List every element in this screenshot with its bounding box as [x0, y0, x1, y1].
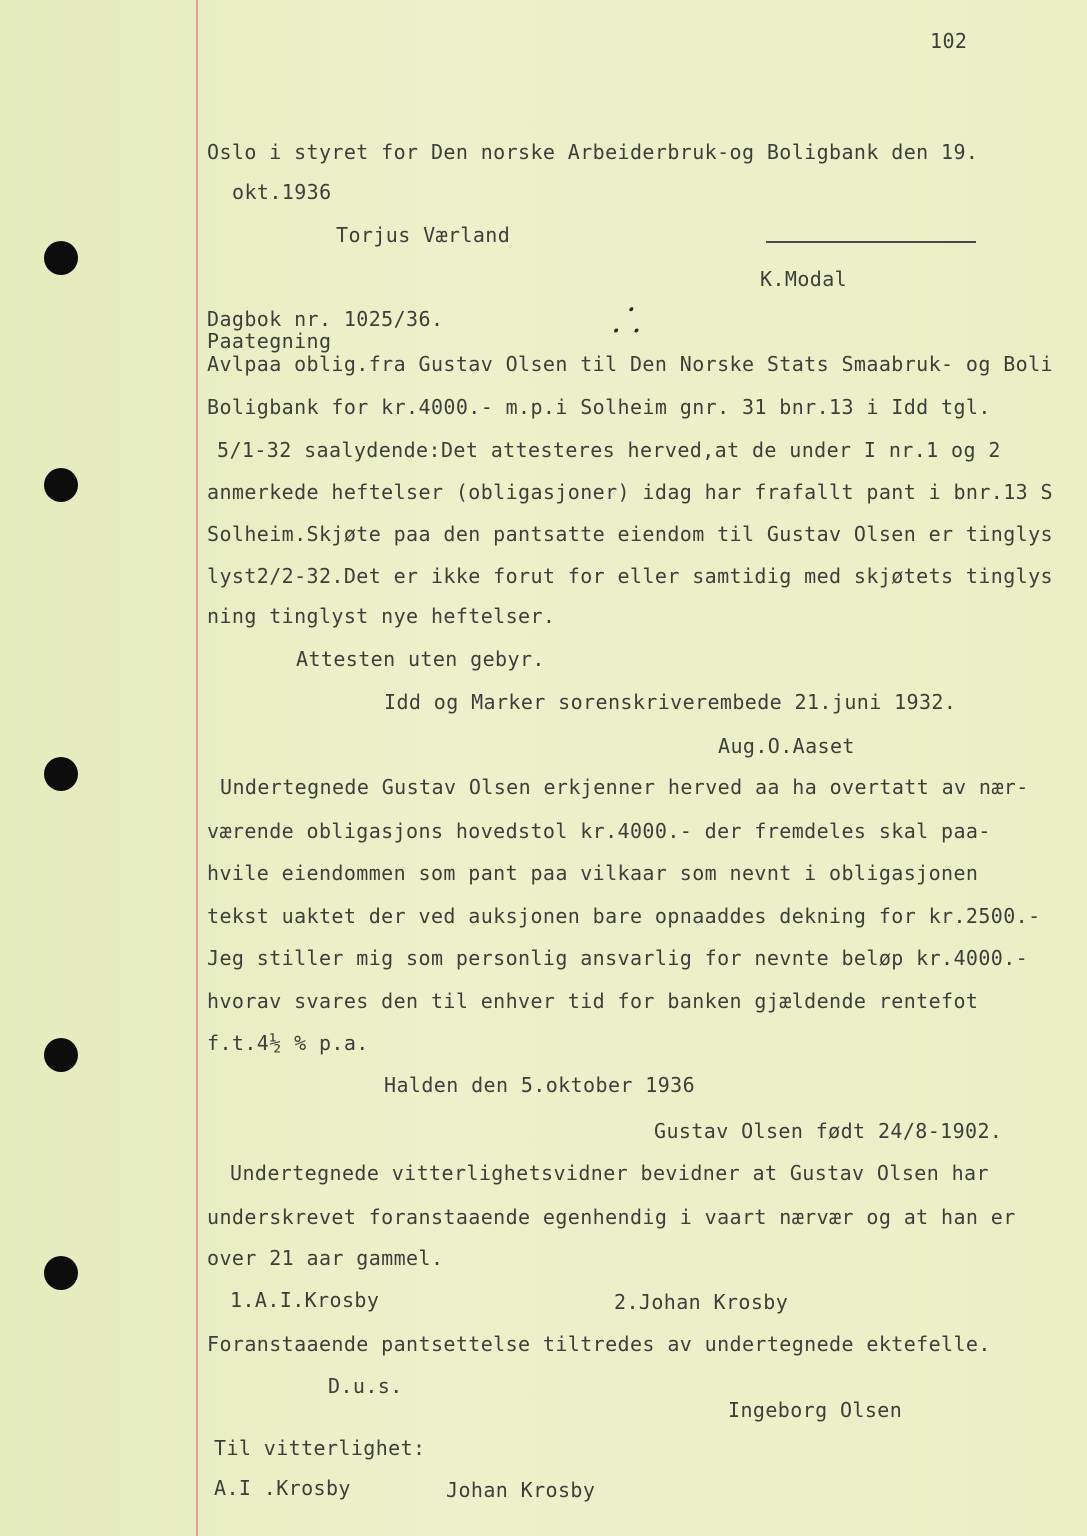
signature-line: Gustav Olsen født 24/8-1902. [654, 1119, 1003, 1143]
signature-line: A.I .Krosby [214, 1476, 351, 1500]
text-line: over 21 aar gammel. [207, 1246, 444, 1270]
text-line: f.t.4½ % p.a. [207, 1031, 369, 1055]
text-line: Solheim.Skjøte paa den pantsatte eiendom til Gustav Olsen er tinglys [207, 522, 1053, 546]
signature-line: Ingeborg Olsen [728, 1398, 903, 1422]
text-line: okt.1936 [232, 180, 332, 204]
signature-line: K.Modal [760, 267, 848, 291]
text-line: Foranstaaende pantsettelse tiltredes av undertegnede ektefelle. [207, 1332, 991, 1356]
text-line: Idd og Marker sorenskriverembede 21.juni 1932. [384, 690, 957, 714]
text-line: Boligbank for kr.4000.- m.p.i Solheim gnr. 31 bnr.13 i Idd tgl. [207, 395, 991, 419]
punch-hole [44, 468, 78, 502]
signature-line: Johan Krosby [446, 1478, 596, 1502]
text-line: Dagbok nr. 1025/36. [207, 307, 444, 331]
text-line: tekst uaktet der ved auksjonen bare opnaaddes dekning for kr.2500.- [207, 904, 1041, 928]
text-line: hvorav svares den til enhver tid for banken gjældende rentefot [207, 989, 979, 1013]
text-line: Attesten uten gebyr. [296, 647, 545, 671]
signature-rule [766, 241, 976, 243]
text-line: ning tinglyst nye heftelser. [207, 604, 556, 628]
text-line: Avlpaa oblig.fra Gustav Olsen til Den Norske Stats Smaabruk- og Boli [207, 352, 1053, 376]
text-line: Undertegnede vitterlighetsvidner bevidner at Gustav Olsen har [230, 1161, 989, 1185]
signature-line: Aug.O.Aaset [718, 734, 855, 758]
text-line: lyst2/2-32.Det er ikke forut for eller samtidig med skjøtets tinglys [207, 564, 1053, 588]
punch-hole [44, 757, 78, 791]
punch-hole [44, 241, 78, 275]
text-line: Oslo i styret for Den norske Arbeiderbruk-og Boligbank den 19. [207, 140, 979, 164]
text-line: Til vitterlighet: [214, 1436, 426, 1460]
signature-line: 1.A.I.Krosby [230, 1288, 380, 1312]
text-line: Halden den 5.oktober 1936 [384, 1073, 696, 1097]
text-line: Undertegnede Gustav Olsen erkjenner herved aa ha overtatt av nær- [220, 775, 1029, 799]
signature-line: 2.Johan Krosby [614, 1290, 789, 1314]
text-line: 5/1-32 saalydende:Det attesteres herved,at de under I nr.1 og 2 [217, 438, 1001, 462]
page-number: 102 [930, 29, 968, 53]
text-line: værende obligasjons hovedstol kr.4000.- der fremdeles skal paa- [207, 819, 991, 843]
text-line: hvile eiendommen som pant paa vilkaar som nevnt i obligasjonen [207, 861, 979, 885]
text-line: Jeg stiller mig som personlig ansvarlig for nevnte beløp kr.4000.- [207, 946, 1029, 970]
punch-hole [44, 1038, 78, 1072]
handwritten-mark: ⸫ [612, 301, 640, 341]
text-line: Paategning [207, 329, 332, 353]
margin-rule [196, 0, 198, 1536]
text-line: D.u.s. [328, 1374, 403, 1398]
text-line: anmerkede heftelser (obligasjoner) idag har frafallt pant i bnr.13 S [207, 480, 1053, 504]
punch-hole [44, 1256, 78, 1290]
text-line: underskrevet foranstaaende egenhendig i vaart nærvær og at han er [207, 1205, 1016, 1229]
signature-line: Torjus Værland [336, 223, 511, 247]
